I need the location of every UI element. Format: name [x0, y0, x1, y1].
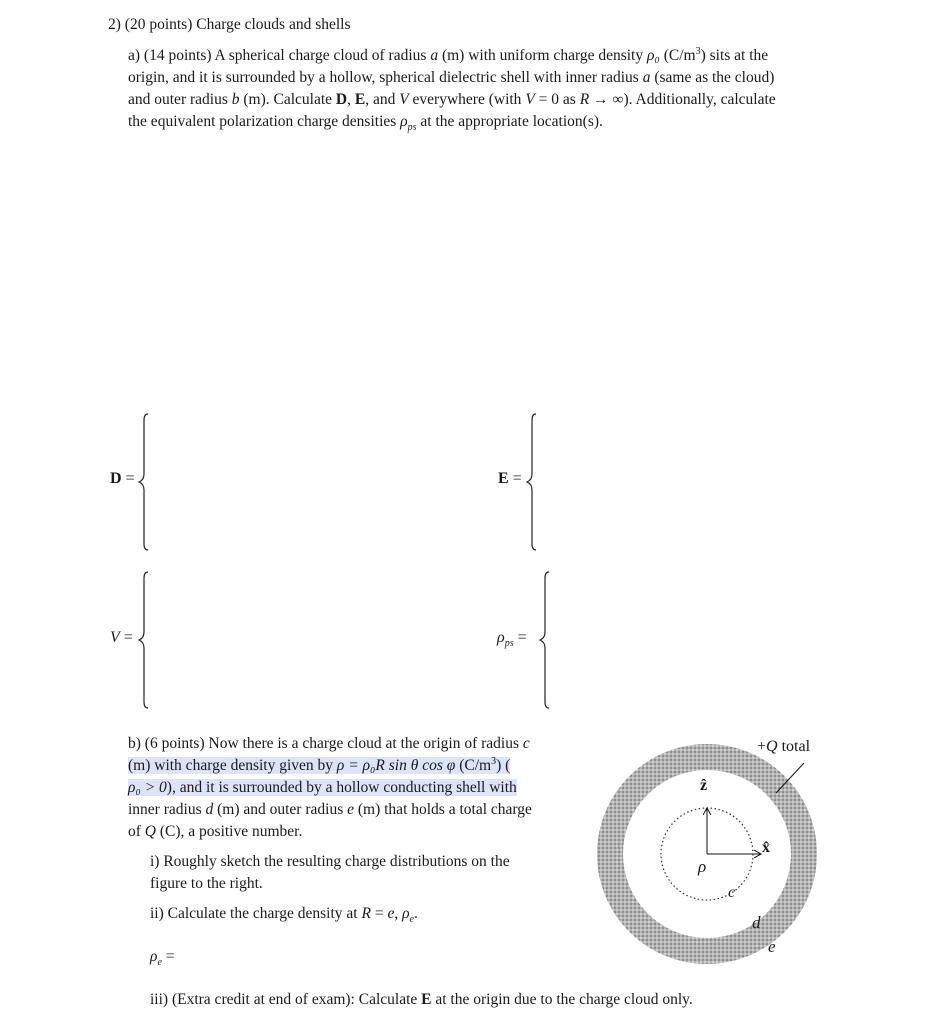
part-a-line-3: and outer radius b (m). Calculate D, E, and V everywhere (with V = 0 as R → ∞). Additionally, calculate [128, 91, 776, 108]
part-b-ii: ii) Calculate the charge density at R = e, $\rho_e$. [150, 905, 418, 926]
outer-radius-label-e: e [768, 937, 776, 956]
part-b-i-line-2: figure to the right. [150, 875, 263, 892]
part-b-line-3: ρ₀ > 0), and it is surrounded by a hollow conducting shell with [128, 779, 517, 796]
cloud-radius-label-c: c [728, 884, 736, 901]
part-a-line-4: the equivalent polarization charge densities $\rho_{ps}$ at the appropriate location(s). [128, 113, 603, 134]
part-b-iii: iii) (Extra credit at end of exam): Calculate E at the origin due to the charge cloud only. [150, 991, 693, 1008]
total-charge-label: +Q total [757, 738, 811, 755]
part-a-line-1: a) (14 points) A spherical charge cloud of radius a (m) with uniform charge density ρ₀ $(C/m^3)$ sits at the [128, 46, 769, 64]
answer-brace-V [136, 570, 156, 710]
answer-brace-E [524, 412, 544, 552]
part-a-line-2: origin, and it is surrounded by a hollow, spherical dielectric shell with inner radius a (same as the cloud) [128, 69, 775, 86]
answer-brace-rho-ps [537, 570, 557, 710]
answer-brace-D [136, 412, 156, 552]
shell-figure [590, 735, 830, 965]
x-unit-vector-label: x̂ [762, 839, 770, 856]
answer-label-rho-ps: $\rho_{ps}$ = [497, 629, 527, 650]
part-b-line-5: of Q (C), a positive number. [128, 823, 303, 840]
part-b-line-2: (m) with charge density given by ρ = ρ₀R sin θ cos φ $(C/m^3)$ ( [128, 756, 511, 774]
answer-label-V: V = [110, 629, 133, 646]
part-b-line-1: b) (6 points) Now there is a charge cloud at the origin of radius c [128, 735, 530, 752]
z-unit-vector-label: ẑ [700, 777, 708, 794]
question-title: 2) (20 points) Charge clouds and shells [108, 16, 351, 33]
rho-radial-label: ρ [698, 857, 707, 876]
rho-e-answer-label: $\rho_e$ = [150, 948, 175, 969]
answer-label-D: D = [110, 470, 135, 487]
part-b-i-line-1: i) Roughly sketch the resulting charge distributions on the [150, 853, 510, 870]
part-b-line-4: inner radius d (m) and outer radius e (m) that holds a total charge [128, 801, 532, 818]
answer-label-E: E = [498, 470, 522, 487]
inner-radius-label-d: d [752, 913, 761, 932]
